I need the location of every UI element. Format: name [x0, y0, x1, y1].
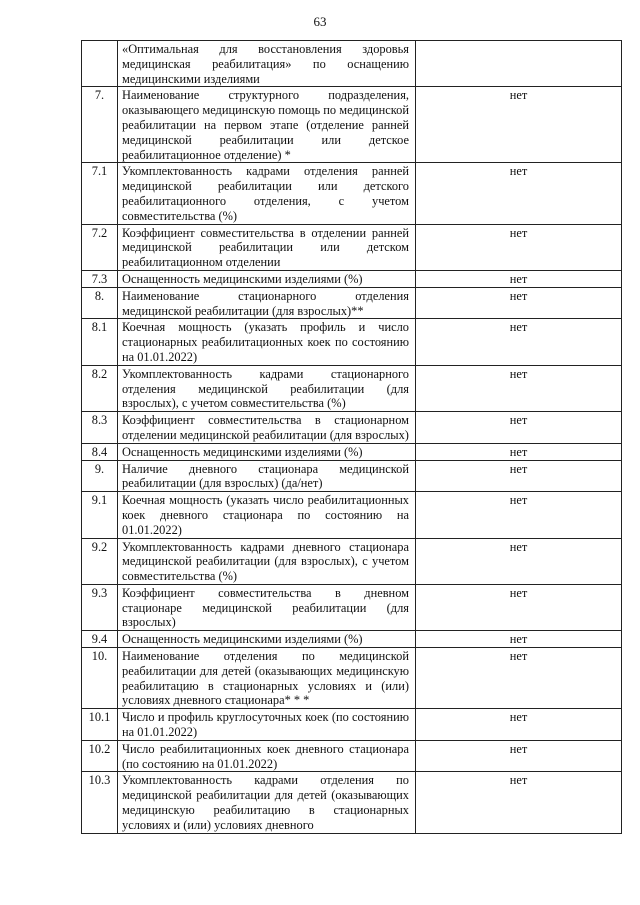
- row-number: 8.: [82, 287, 118, 319]
- table-row: [82, 443, 622, 460]
- row-indicator: Укомплектованность кадрами дневного стационара медицинской реабилитации (для взрослых), с учетом совместительства (%): [118, 538, 416, 584]
- indicators-table: [81, 40, 622, 834]
- row-indicator: Число и профиль круглосуточных коек (по состоянию на 01.01.2022): [118, 709, 416, 741]
- row-indicator: Наименование отделения по медицинской реабилитации для детей (оказывающих медицинскую реабилитацию в стационарных условиях и (или) условиях дневного стационара* * *: [118, 648, 416, 709]
- row-number: 9.: [82, 460, 118, 492]
- table-row: [82, 87, 622, 163]
- row-indicator: Укомплектованность кадрами стационарного отделения медицинской реабилитации (для взрослых), с учетом совместительства (%): [118, 365, 416, 411]
- row-number: 9.1: [82, 492, 118, 538]
- row-number: 8.1: [82, 319, 118, 365]
- table-row: [82, 270, 622, 287]
- row-value: нет: [416, 412, 622, 444]
- row-indicator: «Оптимальная для восстановления здоровья медицинская реабилитация» по оснащению медицинскими изделиями: [118, 41, 416, 87]
- row-value: нет: [416, 709, 622, 741]
- table-row: [82, 412, 622, 444]
- row-value: нет: [416, 538, 622, 584]
- table-row: [82, 224, 622, 270]
- row-number: 9.2: [82, 538, 118, 584]
- row-value: нет: [416, 492, 622, 538]
- row-indicator: Укомплектованность кадрами отделения ранней медицинской реабилитации или детского реабилитационного отделения, с учетом совместительства (%): [118, 163, 416, 224]
- row-indicator: Оснащенность медицинскими изделиями (%): [118, 631, 416, 648]
- table-row: [82, 287, 622, 319]
- row-indicator: Оснащенность медицинскими изделиями (%): [118, 270, 416, 287]
- table-row: [82, 584, 622, 630]
- row-value: нет: [416, 270, 622, 287]
- table-row: [82, 631, 622, 648]
- row-indicator: Оснащенность медицинскими изделиями (%): [118, 443, 416, 460]
- table-row: [82, 709, 622, 741]
- row-indicator: Число реабилитационных коек дневного стационара (по состоянию на 01.01.2022): [118, 740, 416, 772]
- row-indicator: Коэффициент совместительства в стационарном отделении медицинской реабилитации (для взрослых): [118, 412, 416, 444]
- row-number: 7.1: [82, 163, 118, 224]
- table-row: [82, 492, 622, 538]
- row-value: нет: [416, 443, 622, 460]
- row-number: 10.1: [82, 709, 118, 741]
- row-indicator: Укомплектованность кадрами отделения по медицинской реабилитации для детей (оказывающих медицинскую реабилитацию в стационарных условиях и (или) условиях дневного: [118, 772, 416, 833]
- table-row: [82, 740, 622, 772]
- table-row: [82, 319, 622, 365]
- row-number: 9.4: [82, 631, 118, 648]
- row-indicator: Коечная мощность (указать профиль и число стационарных реабилитационных коек по состоянию на 01.01.2022): [118, 319, 416, 365]
- row-number: 10.: [82, 648, 118, 709]
- row-number: 8.4: [82, 443, 118, 460]
- row-value: нет: [416, 772, 622, 833]
- row-value: нет: [416, 287, 622, 319]
- row-value: нет: [416, 163, 622, 224]
- row-value: нет: [416, 365, 622, 411]
- table-row: [82, 163, 622, 224]
- row-value: нет: [416, 319, 622, 365]
- row-number: 7.: [82, 87, 118, 163]
- row-indicator: Наименование структурного подразделения, оказывающего медицинскую помощь по медицинской реабилитации на первом этапе (отделение ранней медицинской реабилитации или детское реабилитационное отделение) *: [118, 87, 416, 163]
- row-value: нет: [416, 648, 622, 709]
- table-row: [82, 365, 622, 411]
- table-row: [82, 41, 622, 87]
- row-number: 8.2: [82, 365, 118, 411]
- row-number: [82, 41, 118, 87]
- row-value: [416, 41, 622, 87]
- table-row: [82, 460, 622, 492]
- row-indicator: Наименование стационарного отделения медицинской реабилитации (для взрослых)**: [118, 287, 416, 319]
- row-number: 7.2: [82, 224, 118, 270]
- row-value: нет: [416, 224, 622, 270]
- row-indicator: Коэффициент совместительства в отделении ранней медицинской реабилитации или детском реабилитационном отделении: [118, 224, 416, 270]
- row-indicator: Наличие дневного стационара медицинской реабилитации (для взрослых) (да/нет): [118, 460, 416, 492]
- row-value: нет: [416, 740, 622, 772]
- row-value: нет: [416, 87, 622, 163]
- row-number: 7.3: [82, 270, 118, 287]
- table-row: [82, 772, 622, 833]
- row-indicator: Коэффициент совместительства в дневном стационаре медицинской реабилитации (для взрослых): [118, 584, 416, 630]
- row-value: нет: [416, 631, 622, 648]
- row-number: 8.3: [82, 412, 118, 444]
- row-number: 9.3: [82, 584, 118, 630]
- row-indicator: Коечная мощность (указать число реабилитационных коек дневного стационара по состоянию на 01.01.2022): [118, 492, 416, 538]
- row-value: нет: [416, 460, 622, 492]
- row-number: 10.2: [82, 740, 118, 772]
- page-number: 63: [313, 14, 327, 29]
- table-row: [82, 648, 622, 709]
- table-row: [82, 538, 622, 584]
- row-number: 10.3: [82, 772, 118, 833]
- row-value: нет: [416, 584, 622, 630]
